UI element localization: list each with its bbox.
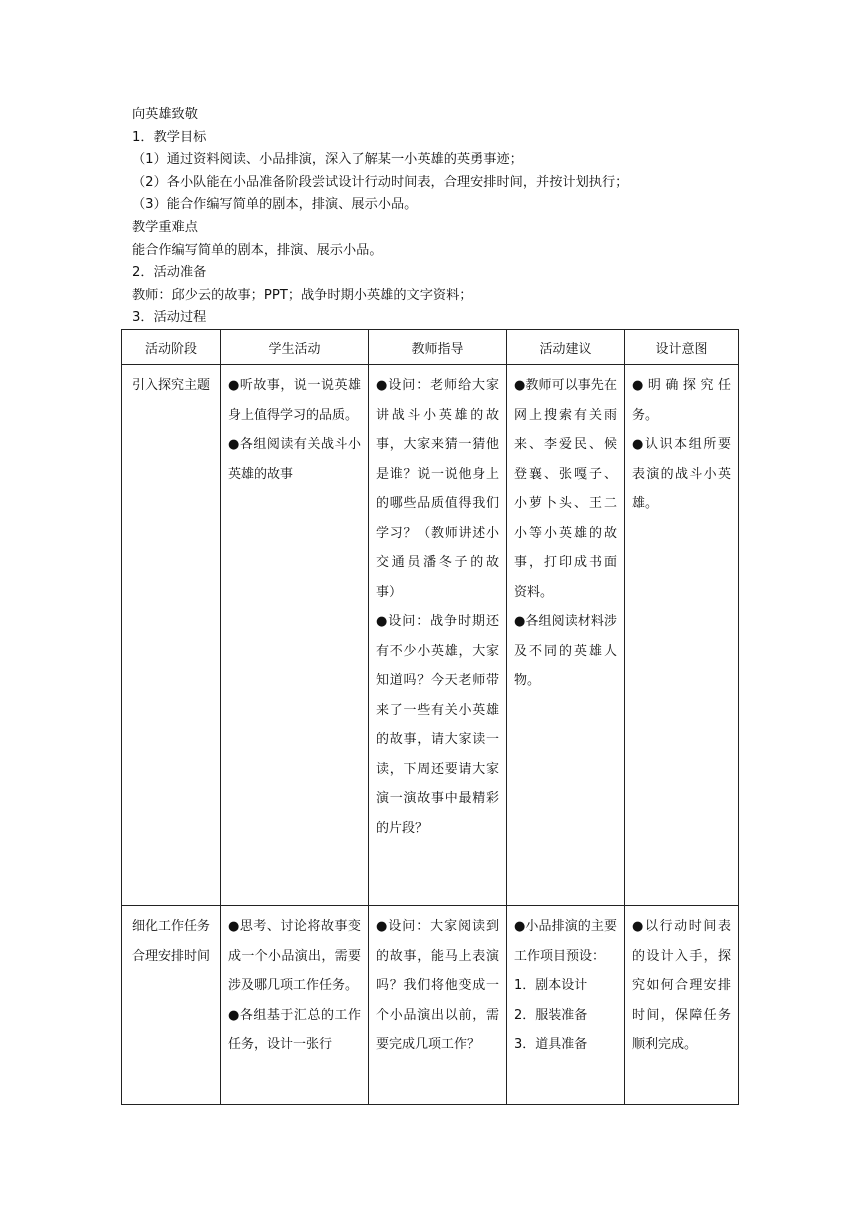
header-teacher: 教师指导 bbox=[369, 330, 507, 365]
cell-paragraph: ●明确探究任务。 bbox=[632, 378, 731, 423]
suggest-cell bbox=[507, 365, 625, 906]
goal-item: （1）通过资料阅读、小品排演，深入了解某一小英雄的英勇事迹； bbox=[132, 152, 523, 168]
header-intent: 设计意图 bbox=[625, 330, 739, 365]
intent-cell bbox=[625, 906, 739, 1105]
stage-cell bbox=[122, 906, 221, 1105]
cell-paragraph: 3．道具准备 bbox=[514, 1037, 588, 1052]
cell-paragraph: 细化工作任务 bbox=[131, 919, 210, 934]
goals-heading: 1．教学目标 bbox=[132, 129, 207, 145]
header-student: 学生活动 bbox=[221, 330, 369, 365]
teacher-cell bbox=[369, 906, 507, 1105]
cell-paragraph: ●听故事，说一说英雄身上值得学习的品质。 bbox=[228, 378, 361, 423]
table-row bbox=[122, 906, 739, 1105]
student-cell bbox=[221, 906, 369, 1105]
cell-paragraph: ●小品排演的主要工作项目预设： bbox=[514, 919, 617, 964]
key-heading: 教学重难点 bbox=[132, 219, 198, 235]
cell-paragraph: ●教师可以事先在网上搜索有关雨来、李爱民、候登襄、张嘎子、小萝卜头、王二小等小英雄的故事，打印成书面资料。 bbox=[514, 378, 617, 600]
prep-text: 教师：邱少云的故事；PPT；战争时期小英雄的文字资料； bbox=[132, 287, 473, 303]
cell-paragraph: ●各组阅读有关战斗小英雄的故事 bbox=[228, 437, 361, 482]
cell-paragraph: ●各组阅读材料涉及不同的英雄人物。 bbox=[514, 614, 617, 688]
cell-paragraph: ●认识本组所要表演的战斗小英雄。 bbox=[632, 437, 731, 511]
cell-paragraph: ●以行动时间表的设计入手，探究如何合理安排时间，保障任务顺利完成。 bbox=[632, 919, 731, 1052]
goal-item: （2）各小队能在小品准备阶段尝试设计行动时间表，合理安排时间，并按计划执行； bbox=[132, 174, 629, 190]
cell-paragraph: ●各组基于汇总的工作任务，设计一张行 bbox=[228, 1007, 361, 1052]
cell-paragraph: ●设问：大家阅读到的故事，能马上表演吗？我们将他变成一个小品演出以前，需要完成几项工作？ bbox=[376, 919, 499, 1052]
activity-table bbox=[121, 329, 739, 1105]
key-text: 能合作编写简单的剧本，排演、展示小品。 bbox=[132, 242, 383, 258]
header-suggest: 活动建议 bbox=[507, 330, 625, 365]
table-row bbox=[122, 365, 739, 906]
cell-paragraph: ●设问：战争时期还有不少小英雄，大家知道吗？今天老师带来了一些有关小英雄的故事，请大家读一读，下周还要请大家演一演故事中最精彩的片段？ bbox=[376, 614, 499, 836]
cell-paragraph: 2．服装准备 bbox=[514, 1007, 588, 1023]
cell-paragraph: 1．剧本设计 bbox=[514, 978, 588, 993]
stage-cell: 引入探究主题 bbox=[122, 365, 221, 906]
table-header-row bbox=[122, 330, 739, 365]
document-intro bbox=[132, 104, 752, 330]
doc-title: 向英雄致敬 bbox=[132, 107, 198, 122]
process-heading: 3．活动过程 bbox=[132, 310, 207, 326]
cell-paragraph: ●思考、讨论将故事变成一个小品演出，需要涉及哪几项工作任务。 bbox=[228, 919, 361, 993]
goal-item: （3）能合作编写简单的剧本，排演、展示小品。 bbox=[132, 197, 418, 213]
header-stage: 活动阶段 bbox=[122, 330, 221, 365]
cell-paragraph: 合理安排时间 bbox=[131, 948, 210, 964]
prep-heading: 2．活动准备 bbox=[132, 265, 207, 281]
suggest-cell bbox=[507, 906, 625, 1105]
teacher-cell bbox=[369, 365, 507, 906]
cell-paragraph: ●设问：老师给大家讲战斗小英雄的故事，大家来猜一猜他是谁？说一说他身上的哪些品质值得我们学习？（教师讲述小交通员潘冬子的故事） bbox=[376, 378, 499, 600]
intent-cell bbox=[625, 365, 739, 906]
student-cell bbox=[221, 365, 369, 906]
